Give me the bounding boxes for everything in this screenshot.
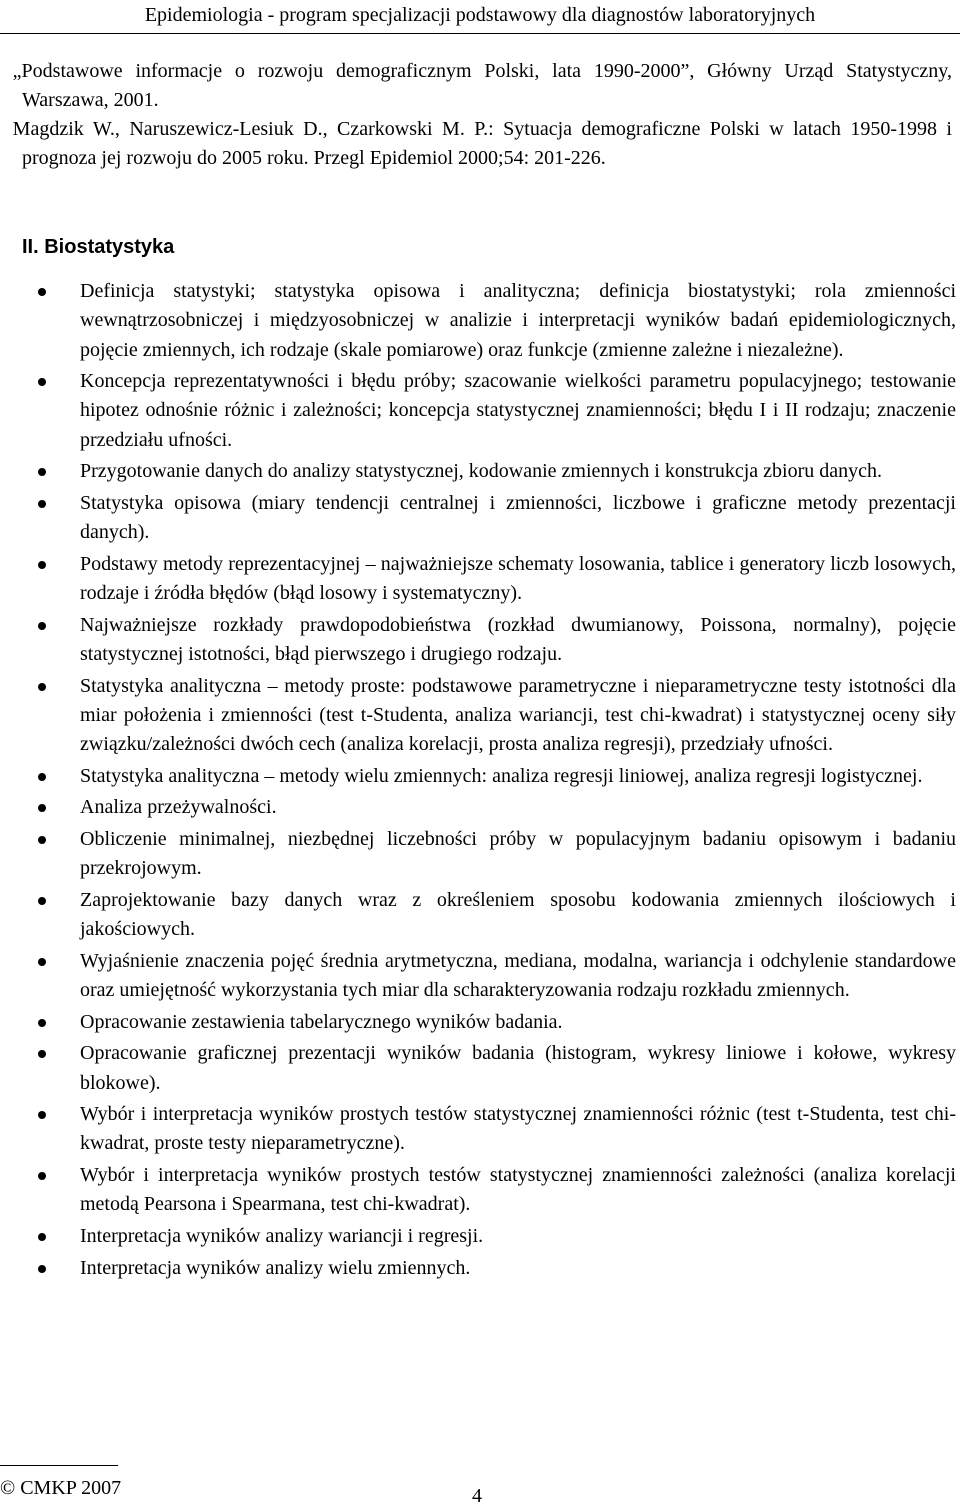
list-item-text: Interpretacja wyników analizy wariancji i regresji. — [80, 1224, 484, 1247]
list-item — [38, 550, 956, 609]
list-item-text: Obliczenie minimalnej, niezbędnej liczebności próby w populacyjnym badaniu opisowym i badaniu przekrojowym. — [80, 828, 956, 880]
list-item — [38, 277, 956, 365]
list-item-text: Statystyka analityczna – metody proste: podstawowe parametryczne i nieparametryczne testy istotności dla miar położenia i zmienności (test t-Studenta, analiza wariancji, test chi-kwadrat) i statystycznej oceny siły związku/zależności dwóch cech (analiza korelacji, prosta analiza regresji), przedziały ufności. — [80, 674, 956, 756]
bullet-icon — [38, 500, 46, 508]
page-number: 4 — [472, 1485, 482, 1507]
list-item — [38, 1254, 956, 1283]
list-item — [38, 762, 956, 791]
bullet-icon — [38, 683, 46, 691]
list-item — [38, 611, 956, 670]
bullet-icon — [38, 288, 46, 296]
bullet-icon — [38, 378, 46, 386]
reference-text: „Podstawowe informacje o rozwoju demograficznym Polski, lata 1990-2000”, Główny Urząd Statystyczny, Warszawa, 2001. — [12, 60, 952, 111]
list-item — [38, 1039, 956, 1098]
list-item — [38, 1222, 956, 1251]
bullet-icon — [38, 836, 46, 844]
list-item — [38, 367, 956, 455]
page-header — [0, 0, 960, 34]
bullet-icon — [38, 958, 46, 966]
footer-copyright: © CMKP 2007 — [0, 1477, 122, 1499]
list-item-text: Podstawy metody reprezentacyjnej – najważniejsze schematy losowania, tablice i generatory liczb losowych, rodzaje i źródła błędów (błąd losowy i systematyczny). — [80, 552, 956, 605]
list-item-text: Wyjaśnienie znaczenia pojęć średnia arytmetyczna, mediana, modalna, wariancja i odchylenie standardowe oraz umiejętność wykorzystania tych miar dla scharakteryzowania rodzaju rozkładu zmiennych. — [80, 949, 956, 1002]
list-item — [38, 1008, 956, 1037]
list-item — [38, 947, 956, 1006]
list-item-text: Wybór i interpretacja wyników prostych testów statystycznej znamienności zależności (analiza korelacji metodą Pearsona i Spearmana, test chi-kwadrat). — [80, 1164, 956, 1216]
list-item-text: Wybór i interpretacja wyników prostych testów statystycznej znamienności różnic (test t-Studenta, test chi-kwadrat, proste testy nieparametryczne). — [80, 1103, 956, 1155]
reference-item — [12, 57, 952, 115]
list-item-text: Opracowanie graficznej prezentacji wyników badania (histogram, wykresy liniowe i kołowe, wykresy blokowe). — [80, 1042, 956, 1094]
list-item-text: Definicja statystyki; statystyka opisowa i analityczna; definicja biostatystyki; rola zmienności wewnątrzosobniczej i międzyosobniczej w analizie i interpretacji wyników badań epidemiologicznych, pojęcie zmiennych, ich rodzaje (skale pomiarowe) oraz funkcje (zmienne zależne i niezależne). — [80, 280, 956, 361]
bullet-icon — [38, 1050, 46, 1058]
list-item-text: Koncepcja reprezentatywności i błędu próby; szacowanie wielkości parametru populacyjnego; testowanie hipotez odnośnie różnic i zależności; koncepcja statystycznej znamienności; błędu I i II rodzaju; znaczenie przedziału ufności. — [80, 370, 956, 451]
topic-list — [38, 277, 956, 1285]
list-item-text: Interpretacja wyników analizy wielu zmiennych. — [80, 1256, 471, 1279]
list-item — [38, 457, 956, 486]
list-item — [38, 886, 956, 945]
reference-text: Magdzik W., Naruszewicz-Lesiuk D., Czarkowski M. P.: Sytuacja demograficzne Polski w latach 1950-1998 i prognoza jej rozwoju do 2005 roku. Przegl Epidemiol 2000;54: 201-226. — [12, 118, 952, 169]
bullet-icon — [38, 1019, 46, 1027]
list-item-text: Zaprojektowanie bazy danych wraz z określeniem sposobu kodowania zmiennych ilościowych i jakościowych. — [80, 888, 956, 941]
bullet-icon — [38, 1172, 46, 1180]
list-item — [38, 489, 956, 548]
reference-list — [12, 57, 952, 173]
section-title: II. Biostatystyka — [22, 236, 175, 258]
bullet-icon — [38, 773, 46, 781]
bullet-icon — [38, 1233, 46, 1241]
list-item — [38, 793, 956, 822]
list-item — [38, 825, 956, 884]
bullet-icon — [38, 804, 46, 812]
bullet-icon — [38, 1265, 46, 1273]
bullet-icon — [38, 897, 46, 905]
bullet-icon — [38, 468, 46, 476]
bullet-icon — [38, 622, 46, 630]
list-item-text: Przygotowanie danych do analizy statystycznej, kodowanie zmiennych i konstrukcja zbioru danych. — [80, 460, 882, 483]
reference-item — [12, 115, 952, 173]
list-item-text: Analiza przeżywalności. — [80, 796, 277, 819]
list-item — [38, 1161, 956, 1220]
list-item-text: Statystyka analityczna – metody wielu zmiennych: analiza regresji liniowej, analiza regresji logistycznej. — [80, 764, 923, 787]
bullet-icon — [38, 561, 46, 569]
bullet-icon — [38, 1111, 46, 1119]
list-item-text: Statystyka opisowa (miary tendencji centralnej i zmienności, liczbowe i graficzne metody prezentacji danych). — [80, 491, 956, 544]
list-item-text: Najważniejsze rozkłady prawdopodobieństwa (rozkład dwumianowy, Poissona, normalny), pojęcie statystycznej istotności, błąd pierwszego i drugiego rodzaju. — [80, 613, 956, 666]
list-item — [38, 672, 956, 760]
footer-divider — [0, 1465, 118, 1466]
header-title: Epidemiologia - program specjalizacji podstawowy dla diagnostów laboratoryjnych — [144, 4, 816, 26]
list-item — [38, 1100, 956, 1159]
list-item-text: Opracowanie zestawienia tabelarycznego wyników badania. — [80, 1010, 563, 1033]
